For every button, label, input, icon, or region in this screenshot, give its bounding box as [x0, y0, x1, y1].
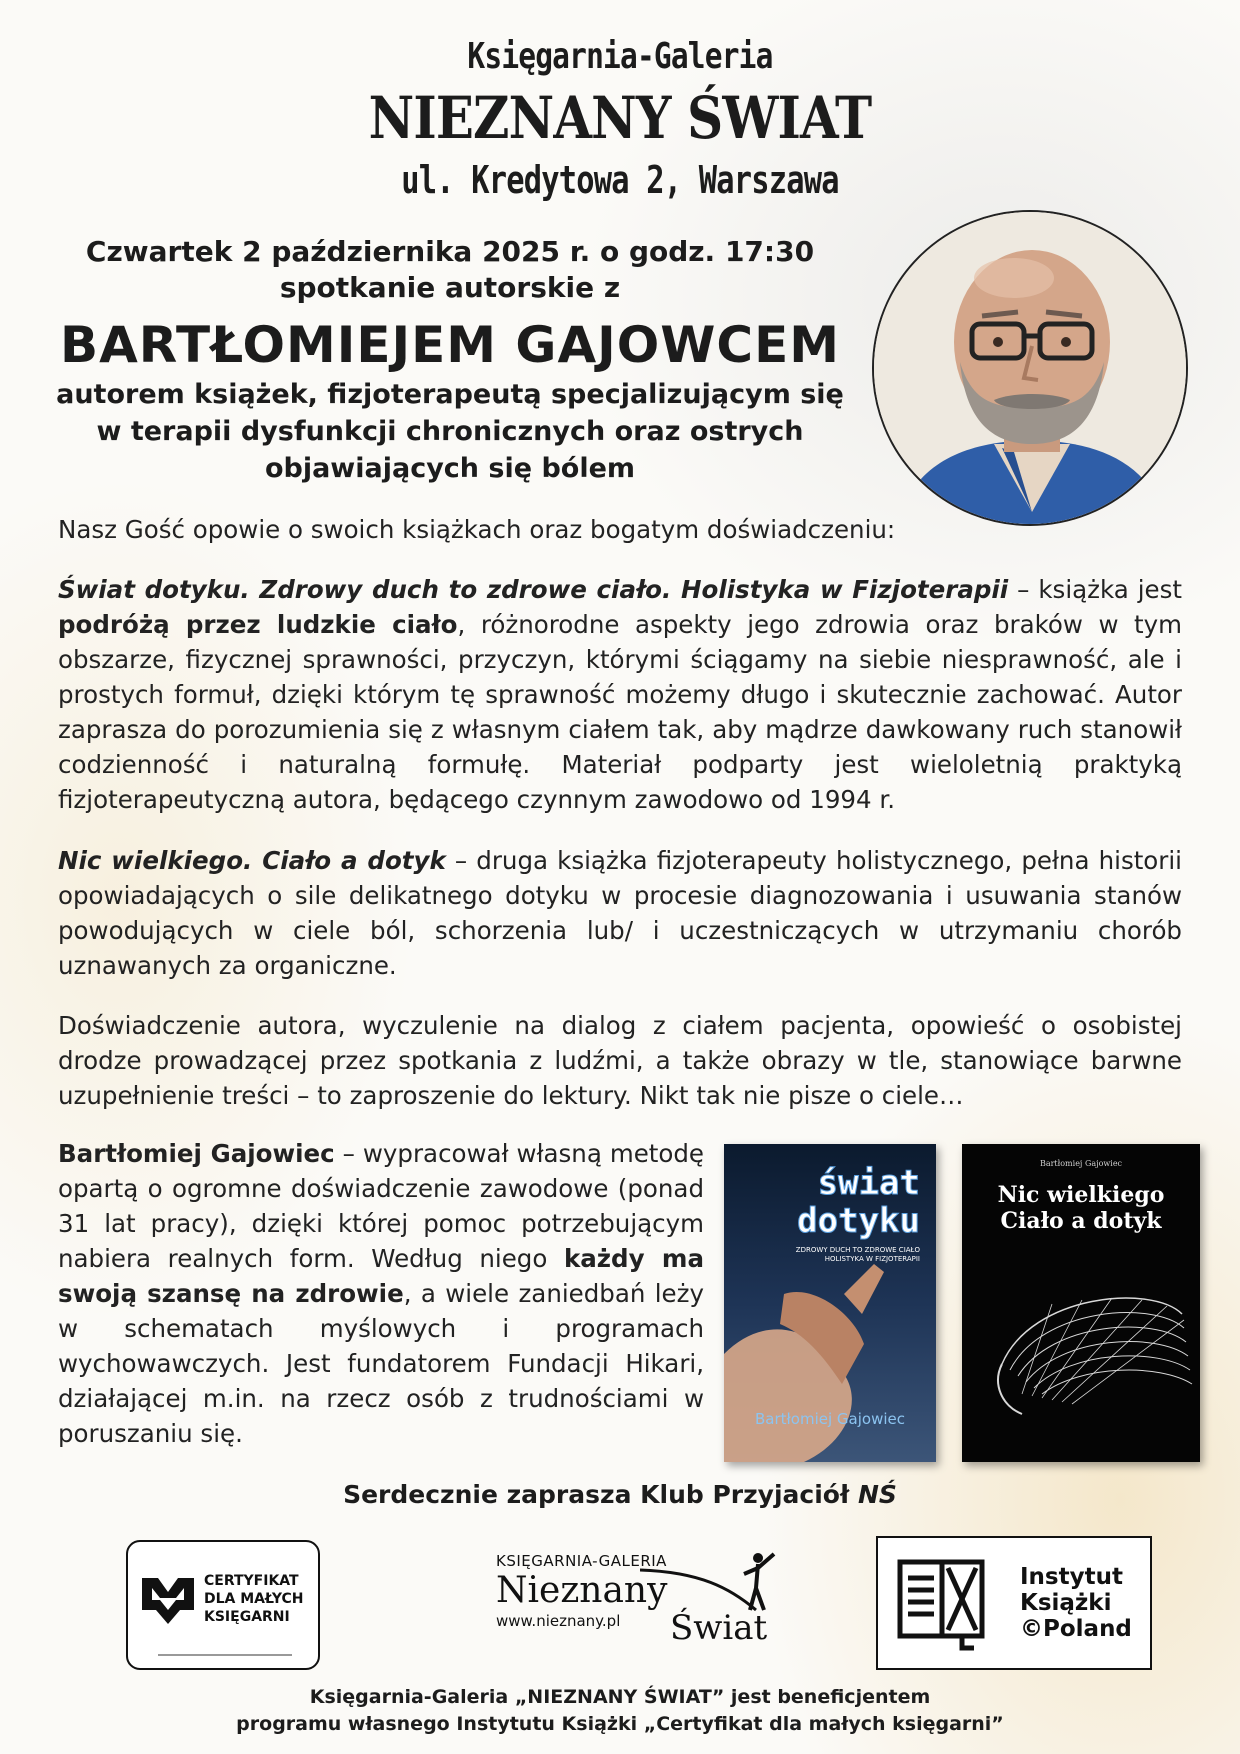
footer-line: programu własnego Instytutu Książki „Certyfikat dla małych księgarni”: [236, 1713, 1004, 1735]
book2-cover-author: Bartłomiej Gajowiec: [1039, 1159, 1123, 1168]
header-store-name: NIEZNANY ŚWIAT: [368, 84, 872, 152]
book1-title: Świat dotyku. Zdrowy duch to zdrowe ciało. Holistyka w Fizjoterapii: [58, 575, 1009, 604]
author-portrait-icon: [874, 212, 1188, 526]
book1-cover-author: Bartłomiej Gajowiec: [755, 1410, 905, 1428]
book2-cover-title: Ciało a dotyk: [1000, 1208, 1162, 1234]
invitation-text: Serdecznie zaprasza Klub Przyjaciół: [343, 1480, 858, 1509]
instytut-ksiazki-logo: [876, 1536, 1152, 1670]
book-cover-swiat-dotyku: [724, 1144, 936, 1462]
book1-cover-title: świat: [817, 1163, 920, 1203]
book1-cover-title: dotyku: [797, 1201, 920, 1241]
event-info: [40, 234, 860, 306]
certyfikat-text: DLA MAŁYCH: [204, 1591, 304, 1607]
author-photo: [872, 210, 1188, 526]
certyfikat-text: KSIĘGARNI: [204, 1609, 290, 1625]
instytut-ksiazki-icon: [896, 1558, 994, 1654]
book1-paragraph: [58, 572, 1182, 817]
book1-text: – książka jest: [1008, 575, 1182, 604]
shop-logo-name: Świat: [670, 1608, 768, 1648]
book1-cover-subtitle: HOLISTYKA W FIZJOTERAPII: [824, 1255, 920, 1263]
guest-description-line: autorem książek, fizjoterapeutą specjalizującym się: [56, 379, 844, 410]
author-bio-paragraph: [58, 1136, 704, 1451]
event-date: Czwartek 2 października 2025 r. o godz. 17:30: [85, 235, 815, 268]
certyfikat-text: CERTYFIKAT: [204, 1573, 299, 1589]
shop-logo-name: Nieznany: [496, 1570, 668, 1611]
shop-logo-figure-icon: [640, 1548, 790, 1618]
footer: [0, 1684, 1240, 1738]
certyfikat-logo: [126, 1540, 320, 1670]
guest-description-line: w terapii dysfunkcji chronicznych oraz ostrych: [96, 416, 804, 447]
shop-logo-url: www.nieznany.pl: [496, 1612, 621, 1630]
experience-paragraph: Doświadczenie autora, wyczulenie na dialog z ciałem pacjenta, opowieść o osobistej drodze prowadzącej przez spotkania z ludźmi, a także obrazy w tle, stanowiące barwne uzupełnienie treści – to zaproszenie do lektury. Nikt tak nie pisze o ciele…: [58, 1011, 1182, 1110]
author-bio-text: , a wiele zaniedbań leży w schematach myślowych i programach wychowawczych. Jest fundatorem Fundacji Hikari, działającej m.in. na rzecz osób z trudnościami w poruszaniu się.: [58, 1279, 704, 1448]
book1-cover-subtitle: ZDROWY DUCH TO ZDROWE CIAŁO: [795, 1246, 920, 1254]
invitation-club-abbrev: NŚ: [857, 1480, 897, 1509]
book1-text: , różnorodne aspekty jego zdrowia oraz braków w tym obszarze, fizycznej sprawności, przyczyn, którymi ściągamy na siebie niesprawność, ale i prostych formuł, dzięki którym tę sprawność możemy długo i skutecznie zachować. Autor zaprasza do porozumienia się z własnym ciałem tak, aby mądrze dawkowany ruch stanowił codzienność i naturalną formułę. Materiał podparty jest wieloletnią praktyką fizjoterapeutyczną autora, będącego czynnym zawodowo od 1994 r.: [58, 610, 1183, 814]
intro-paragraph: Nasz Gość opowie o swoich książkach oraz bogatym doświadczeniu:: [58, 515, 896, 544]
shop-logo-top: KSIĘGARNIA-GALERIA: [496, 1552, 667, 1570]
footer-line: Księgarnia-Galeria „NIEZNANY ŚWIAT” jest beneficjentem: [309, 1686, 931, 1708]
header-address: ul. Kredytowa 2, Warszawa: [401, 158, 839, 202]
author-bio-highlight: każdy ma swoją szansę na zdrowie: [58, 1244, 704, 1308]
author-bio-text: – wypracował własną metodę opartą o ogromne doświadczenie zawodowe (ponad 31 lat pracy), dzięki której pomoc potrzebującym nabiera realnych form. Według niego: [58, 1139, 704, 1273]
author-name: Bartłomiej Gajowiec: [58, 1139, 335, 1168]
invitation-line: [0, 1480, 1240, 1509]
book1-highlight: podróżą przez ludzkie ciało: [58, 610, 458, 639]
book2-text: – druga książka fizjoterapeuty holistycznego, pełna historii opowiadających o sile delikatnego dotyku w procesie diagnozowania i usuwania stanów powodujących w ciele ból, schorzenia lub/ i uczestniczących w utrzymaniu chorób uznawanych za organiczne.: [58, 846, 1182, 980]
book-cover-nic-wielkiego: [962, 1144, 1200, 1462]
instytut-text: ©Poland: [1020, 1616, 1132, 1642]
nieznany-swiat-logo: [490, 1548, 790, 1666]
instytut-text: Instytut: [1020, 1564, 1123, 1590]
book2-cover-title: Nic wielkiego: [997, 1182, 1165, 1208]
book2-paragraph: [58, 843, 1182, 983]
header-store-type: Księgarnia-Galeria: [467, 36, 773, 77]
guest-description-line: objawiających się bólem: [264, 453, 636, 484]
book2-title: Nic wielkiego. Ciało a dotyk: [58, 846, 446, 875]
guest-name: BARTŁOMIEJEM GAJOWCEM: [59, 316, 841, 374]
guest-description: [40, 376, 860, 487]
event-subtitle: spotkanie autorskie z: [279, 271, 621, 304]
certyfikat-fineprint-line: [158, 1654, 292, 1656]
instytut-text: Książki: [1020, 1590, 1112, 1616]
certyfikat-m-icon: [140, 1572, 196, 1628]
